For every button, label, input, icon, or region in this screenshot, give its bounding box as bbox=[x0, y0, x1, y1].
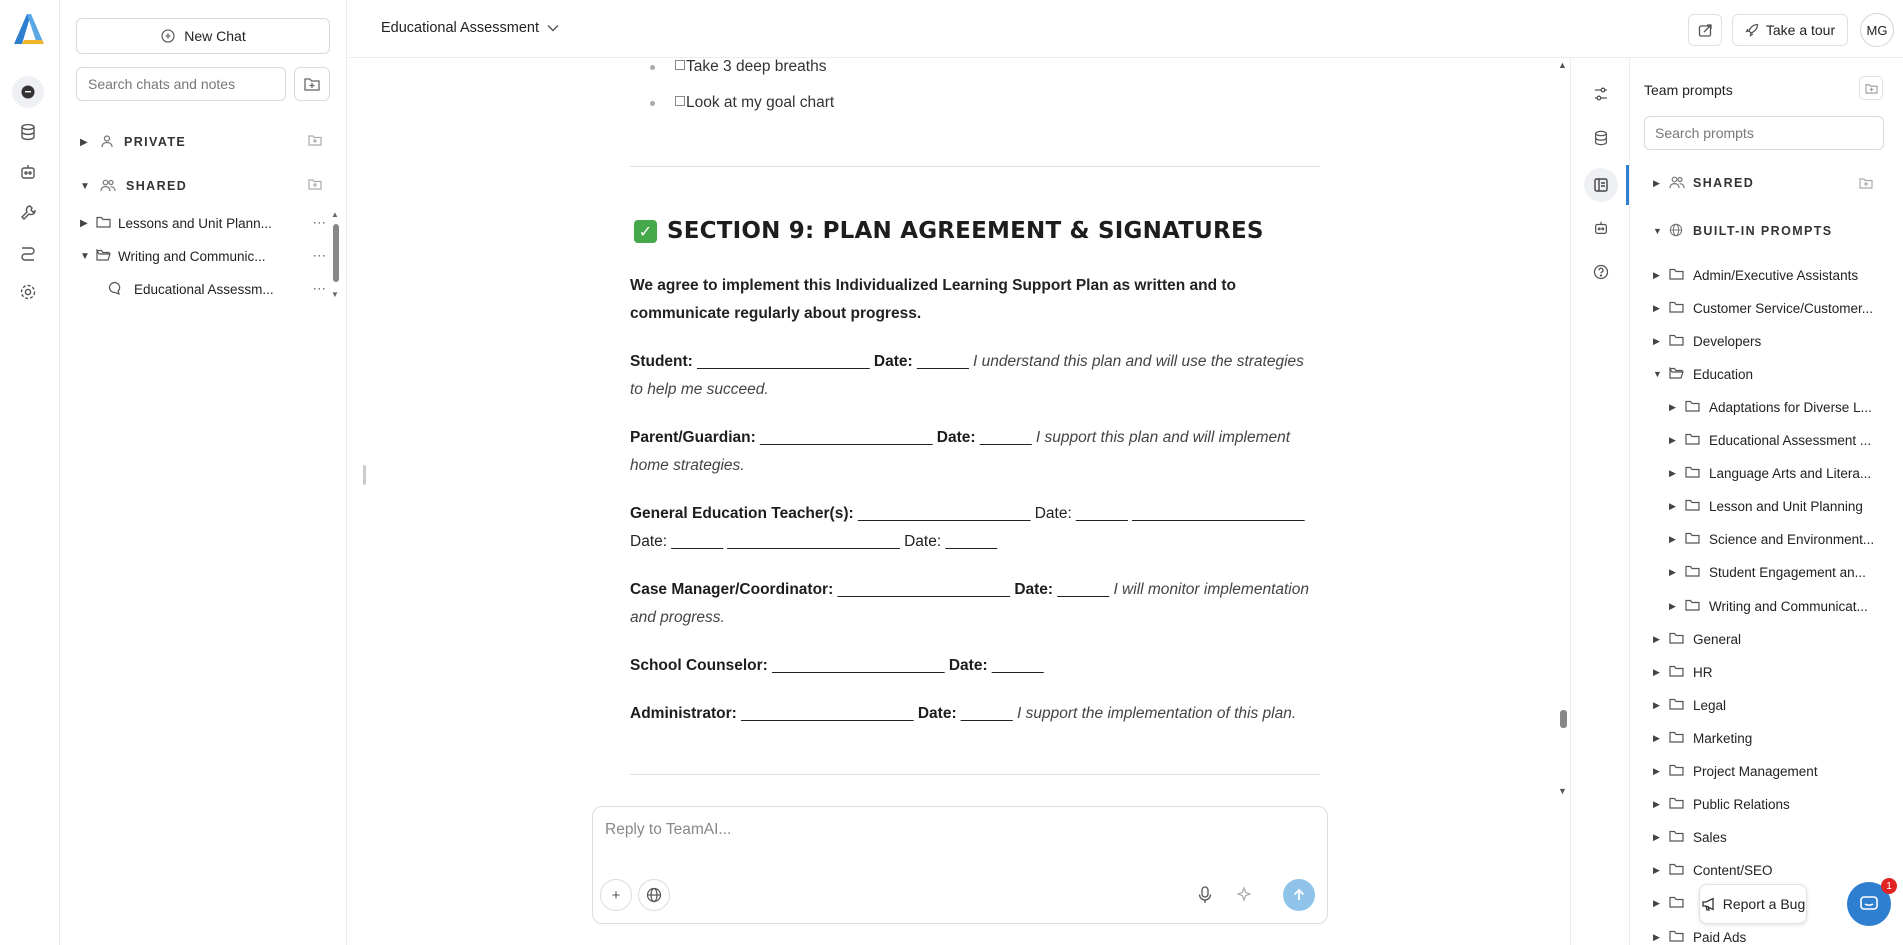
caret-right-icon: ▶ bbox=[1669, 401, 1676, 412]
prompt-category[interactable] bbox=[1653, 860, 1883, 882]
signature-blank: ____________________ bbox=[697, 353, 870, 370]
folder-label: Content/SEO bbox=[1693, 863, 1773, 879]
tool-rail bbox=[1570, 58, 1630, 945]
folder-label: Lesson and Unit Planning bbox=[1709, 499, 1863, 515]
wrench-icon[interactable] bbox=[16, 200, 40, 224]
teacher-signature-line bbox=[630, 500, 1320, 556]
caret-right-icon: ▶ bbox=[1669, 435, 1676, 445]
shared-add-folder-icon[interactable] bbox=[308, 178, 326, 194]
shared-add-folder-icon[interactable] bbox=[1859, 172, 1873, 194]
web-search-button[interactable] bbox=[638, 879, 670, 911]
folder-plus-icon bbox=[304, 77, 320, 91]
checkbox-icon bbox=[675, 96, 685, 106]
folder-label: Education bbox=[1693, 366, 1754, 382]
arrow-up-icon bbox=[1292, 888, 1306, 902]
new-chat-button[interactable] bbox=[76, 18, 330, 54]
new-chat-label: New Chat bbox=[184, 28, 246, 44]
shared-section-header[interactable] bbox=[80, 176, 187, 196]
folder-label: Adaptations for Diverse L... bbox=[1709, 399, 1872, 415]
prompt-category[interactable] bbox=[1653, 297, 1883, 319]
scrollbar-thumb[interactable] bbox=[1560, 710, 1567, 728]
signature-blanks: ____________________ Date: ______ ____________________ Date: ______ ____________________ Date: ______ bbox=[630, 505, 1305, 550]
folder-label: Project Management bbox=[1693, 764, 1818, 779]
active-tool-indicator bbox=[1626, 165, 1629, 205]
prompt-category[interactable] bbox=[1653, 727, 1883, 749]
help-icon[interactable] bbox=[1589, 260, 1613, 284]
database-icon[interactable] bbox=[16, 120, 40, 144]
folder-open-icon bbox=[1669, 367, 1693, 382]
parent-signature-line bbox=[630, 424, 1320, 480]
folder-label: General bbox=[1693, 631, 1742, 647]
caret-right-icon: ▶ bbox=[1653, 666, 1660, 677]
divider bbox=[630, 774, 1320, 775]
chat-bubble-icon bbox=[108, 281, 130, 298]
check-mark-icon: ✓ bbox=[634, 220, 657, 243]
case-manager-signature-line bbox=[630, 576, 1320, 632]
folder-label: Customer Service/Customer... bbox=[1693, 300, 1874, 316]
folder-icon bbox=[1669, 863, 1693, 878]
caret-right-icon: ▶ bbox=[1669, 468, 1676, 479]
folder-icon bbox=[1669, 896, 1693, 911]
plus-icon: + bbox=[611, 886, 621, 904]
signature-label: Student: bbox=[630, 353, 693, 370]
user-icon bbox=[100, 134, 114, 151]
caret-right-icon: ▶ bbox=[1653, 269, 1660, 280]
prompt-search-input[interactable] bbox=[1644, 116, 1884, 150]
intro-paragraph: We agree to implement this Individualized Learning Support Plan as written and to communicate regularly about progress. bbox=[630, 277, 1237, 322]
date-label: Date: bbox=[917, 705, 957, 722]
message-icon bbox=[1859, 895, 1879, 913]
list-item-text: Look at my goal chart bbox=[686, 94, 835, 111]
prompt-subfolder[interactable] bbox=[1669, 529, 1883, 551]
builtin-prompts-header[interactable] bbox=[1653, 220, 1833, 242]
user-avatar[interactable]: MG bbox=[1860, 13, 1894, 47]
folder-label: Language Arts and Litera... bbox=[1709, 466, 1872, 482]
new-prompt-folder-button[interactable] bbox=[1859, 76, 1883, 100]
share-icon bbox=[1698, 23, 1713, 38]
folder-icon bbox=[1685, 532, 1709, 547]
prompt-category[interactable] bbox=[1653, 827, 1883, 849]
prompts-panel bbox=[1631, 58, 1903, 945]
caret-right-icon: ▶ bbox=[1653, 732, 1660, 743]
caret-right-icon: ▶ bbox=[1653, 931, 1660, 942]
add-folder-button[interactable] bbox=[294, 67, 330, 101]
folder-label: HR bbox=[1693, 664, 1713, 680]
shared-label: SHARED bbox=[1693, 176, 1755, 190]
prompt-category[interactable] bbox=[1653, 761, 1883, 783]
chat-item-educational-assessment[interactable] bbox=[108, 278, 326, 300]
folder-icon bbox=[1669, 301, 1693, 316]
prompt-category[interactable] bbox=[1653, 661, 1883, 683]
robot-icon[interactable] bbox=[16, 160, 40, 184]
date-blank: ______ bbox=[916, 353, 969, 370]
date-label: Date: bbox=[936, 429, 976, 446]
folder-icon bbox=[1669, 268, 1693, 283]
private-add-folder-icon[interactable] bbox=[308, 134, 326, 150]
share-button[interactable] bbox=[1688, 14, 1722, 46]
signature-blank: ____________________ bbox=[741, 705, 914, 722]
prompt-category[interactable] bbox=[1653, 926, 1883, 945]
date-blank: ______ bbox=[991, 657, 1044, 674]
sliders-icon[interactable] bbox=[1589, 82, 1613, 106]
chevron-down-icon bbox=[547, 24, 559, 32]
prompt-subfolder[interactable] bbox=[1669, 396, 1883, 418]
prompt-subfolder[interactable] bbox=[1669, 430, 1883, 452]
bullet-icon bbox=[650, 65, 655, 70]
message-composer[interactable] bbox=[592, 806, 1328, 924]
caret-right-icon: ▶ bbox=[1653, 865, 1660, 876]
signature-label: Administrator: bbox=[630, 705, 737, 722]
report-bug-label: Report a Bug bbox=[1722, 896, 1806, 912]
folder-icon bbox=[1685, 565, 1709, 580]
signature-blank: ____________________ bbox=[772, 657, 945, 674]
caret-down-icon: ▼ bbox=[80, 180, 92, 192]
signature-label: General Education Teacher(s): bbox=[630, 505, 854, 522]
folder-icon bbox=[1685, 466, 1709, 481]
scroll-up-icon[interactable]: ▲ bbox=[1558, 60, 1567, 70]
prompt-category[interactable] bbox=[1653, 694, 1883, 716]
folder-label: Paid Ads bbox=[1693, 929, 1747, 945]
users-icon bbox=[100, 178, 116, 195]
sparkle-icon bbox=[1235, 886, 1253, 904]
date-label: Date: bbox=[873, 353, 913, 370]
folder-label: Marketing bbox=[1693, 730, 1753, 746]
content-scrollbar[interactable] bbox=[1558, 58, 1568, 818]
scroll-down-icon[interactable]: ▼ bbox=[331, 290, 339, 299]
take-tour-label: Take a tour bbox=[1765, 22, 1836, 38]
prompt-category[interactable] bbox=[1653, 330, 1883, 352]
sidebar-scrollbar[interactable] bbox=[331, 210, 341, 300]
caret-right-icon: ▶ bbox=[1669, 567, 1676, 578]
folder-label: Writing and Communic... bbox=[118, 248, 266, 264]
scrollbar-thumb[interactable] bbox=[333, 224, 339, 282]
caret-right-icon: ▶ bbox=[80, 217, 88, 229]
divider bbox=[630, 166, 1320, 167]
caret-right-icon: ▶ bbox=[1653, 302, 1660, 313]
folder-icon bbox=[1669, 797, 1693, 812]
caret-right-icon: ▶ bbox=[1669, 600, 1676, 611]
signature-note: I support the implementation of this plan. bbox=[1016, 705, 1297, 722]
list-item bbox=[650, 58, 826, 76]
folder-icon bbox=[1685, 400, 1709, 415]
chat-title-dropdown[interactable] bbox=[381, 20, 559, 36]
folder-icon bbox=[1669, 334, 1693, 349]
prompts-shared-header[interactable] bbox=[1653, 172, 1754, 194]
folder-label: Educational Assessment ... bbox=[1709, 433, 1872, 448]
prompt-subfolder[interactable] bbox=[1669, 595, 1883, 617]
caret-right-icon: ▶ bbox=[1653, 177, 1660, 188]
folder-label: Public Relations bbox=[1693, 797, 1790, 813]
caret-right-icon: ▶ bbox=[1669, 501, 1676, 512]
scroll-down-icon[interactable]: ▼ bbox=[1558, 786, 1567, 796]
top-header bbox=[348, 0, 1903, 58]
administrator-signature-line bbox=[630, 700, 1320, 728]
caret-right-icon: ▶ bbox=[1653, 633, 1660, 644]
private-section-header[interactable] bbox=[80, 132, 186, 152]
caret-down-icon: ▼ bbox=[80, 250, 90, 262]
folder-icon bbox=[1669, 764, 1693, 779]
caret-down-icon: ▼ bbox=[1653, 226, 1662, 236]
folder-label: Developers bbox=[1693, 333, 1762, 349]
caret-right-icon: ▶ bbox=[1653, 699, 1660, 710]
folder-label: Legal bbox=[1693, 697, 1727, 713]
caret-right-icon: ▶ bbox=[1653, 335, 1660, 346]
gear-icon[interactable] bbox=[16, 280, 40, 304]
prompt-subfolder[interactable] bbox=[1669, 562, 1883, 584]
folder-icon bbox=[1669, 665, 1693, 680]
chat-label: Educational Assessm... bbox=[134, 281, 274, 297]
more-options-icon[interactable]: ⋯ bbox=[312, 281, 326, 296]
folder-icon bbox=[1669, 930, 1693, 945]
prompt-subfolder[interactable] bbox=[1669, 463, 1883, 485]
prompts-title: Team prompts bbox=[1644, 82, 1733, 98]
chat-bubble-icon bbox=[160, 28, 176, 44]
route-icon[interactable] bbox=[16, 240, 40, 264]
icon-rail bbox=[0, 0, 60, 945]
private-label: PRIVATE bbox=[124, 135, 187, 149]
megaphone-icon bbox=[1701, 897, 1717, 911]
caret-right-icon: ▶ bbox=[1669, 534, 1676, 545]
folder-label: Science and Environment... bbox=[1709, 532, 1875, 548]
bullet-icon bbox=[650, 101, 655, 106]
more-options-icon[interactable]: ⋯ bbox=[312, 248, 326, 263]
chat-title: Educational Assessment bbox=[381, 20, 539, 36]
folder-icon bbox=[1669, 830, 1693, 845]
microphone-icon bbox=[1198, 886, 1212, 904]
list-item bbox=[650, 94, 834, 112]
folder-lessons-unit-planning[interactable] bbox=[80, 212, 326, 234]
section-title: SECTION 9: PLAN AGREEMENT & SIGNATURES bbox=[667, 218, 1264, 244]
date-blank: ______ bbox=[979, 429, 1032, 446]
users-icon bbox=[1669, 175, 1693, 192]
date-label: Date: bbox=[948, 657, 988, 674]
more-options-icon[interactable]: ⋯ bbox=[312, 215, 326, 230]
composer-input[interactable]: Reply to TeamAI... bbox=[605, 821, 732, 838]
prompt-library-icon[interactable] bbox=[1589, 173, 1613, 197]
date-blank: ______ bbox=[960, 705, 1013, 722]
folder-icon bbox=[1669, 632, 1693, 647]
caret-right-icon: ▶ bbox=[1653, 799, 1660, 810]
voice-input-button[interactable] bbox=[1189, 879, 1221, 911]
folder-icon bbox=[1669, 698, 1693, 713]
signature-label: Parent/Guardian: bbox=[630, 429, 756, 446]
folder-open-icon bbox=[96, 249, 118, 264]
signature-blank: ____________________ bbox=[760, 429, 933, 446]
folder-label: Writing and Communicat... bbox=[1709, 598, 1868, 614]
rocket-icon bbox=[1745, 23, 1759, 37]
prompt-category[interactable] bbox=[1653, 628, 1883, 650]
prompt-category[interactable] bbox=[1653, 264, 1883, 286]
caret-right-icon: ▶ bbox=[1653, 766, 1660, 776]
caret-right-icon: ▶ bbox=[1653, 898, 1660, 909]
signature-label: Case Manager/Coordinator: bbox=[630, 581, 834, 598]
signature-blank: ____________________ bbox=[837, 581, 1010, 598]
attach-button[interactable] bbox=[600, 879, 632, 911]
take-tour-button[interactable] bbox=[1732, 14, 1848, 46]
folder-label: Sales bbox=[1693, 830, 1727, 846]
list-item-text: Take 3 deep breaths bbox=[686, 58, 827, 75]
database-icon[interactable] bbox=[1589, 126, 1613, 150]
app-logo[interactable] bbox=[10, 12, 48, 46]
shared-label: SHARED bbox=[126, 179, 188, 193]
folder-icon bbox=[96, 216, 118, 231]
signature-note: I understand this plan and will use the strategies to help me succeed. bbox=[630, 353, 1304, 398]
send-button[interactable] bbox=[1283, 879, 1315, 911]
signature-note: I support this plan and will implement home strategies. bbox=[630, 429, 1291, 474]
student-signature-line bbox=[630, 348, 1320, 404]
caret-right-icon: ▶ bbox=[1653, 832, 1660, 843]
robot-icon[interactable] bbox=[1589, 216, 1613, 240]
folder-icon bbox=[1685, 499, 1709, 514]
folder-writing-communication[interactable] bbox=[80, 245, 326, 267]
globe-icon bbox=[646, 887, 662, 903]
builtin-label: BUILT-IN PROMPTS bbox=[1693, 224, 1833, 238]
chat-search-input[interactable] bbox=[76, 67, 286, 101]
signature-label: School Counselor: bbox=[630, 657, 768, 674]
caret-right-icon: ▶ bbox=[80, 136, 90, 148]
folder-plus-icon bbox=[1865, 83, 1878, 94]
enhance-prompt-button[interactable] bbox=[1228, 879, 1260, 911]
prompt-subfolder[interactable] bbox=[1669, 496, 1883, 518]
folder-icon bbox=[1685, 433, 1709, 448]
support-chat-button[interactable] bbox=[1847, 882, 1891, 926]
date-blank: ______ bbox=[1057, 581, 1110, 598]
chat-sidebar bbox=[60, 0, 347, 945]
date-label: Date: bbox=[1014, 581, 1054, 598]
folder-label: Student Engagement an... bbox=[1709, 565, 1866, 581]
report-bug-button[interactable] bbox=[1699, 884, 1807, 924]
folder-icon bbox=[1685, 599, 1709, 614]
globe-icon bbox=[1669, 223, 1693, 240]
notification-badge: 1 bbox=[1881, 878, 1897, 894]
section-heading bbox=[634, 218, 1264, 244]
counselor-signature-line bbox=[630, 652, 1320, 680]
folder-label: Lessons and Unit Plann... bbox=[118, 215, 272, 231]
signature-note: I will monitor implementation and progress. bbox=[630, 581, 1309, 626]
prompt-category[interactable] bbox=[1653, 794, 1883, 816]
prompt-category[interactable] bbox=[1653, 363, 1883, 385]
caret-down-icon: ▼ bbox=[1653, 369, 1662, 380]
checkbox-icon bbox=[675, 60, 685, 70]
folder-icon bbox=[1669, 731, 1693, 746]
folder-label: Admin/Executive Assistants bbox=[1693, 267, 1859, 283]
scroll-up-icon[interactable]: ▲ bbox=[331, 210, 339, 219]
chat-icon[interactable] bbox=[12, 76, 44, 108]
